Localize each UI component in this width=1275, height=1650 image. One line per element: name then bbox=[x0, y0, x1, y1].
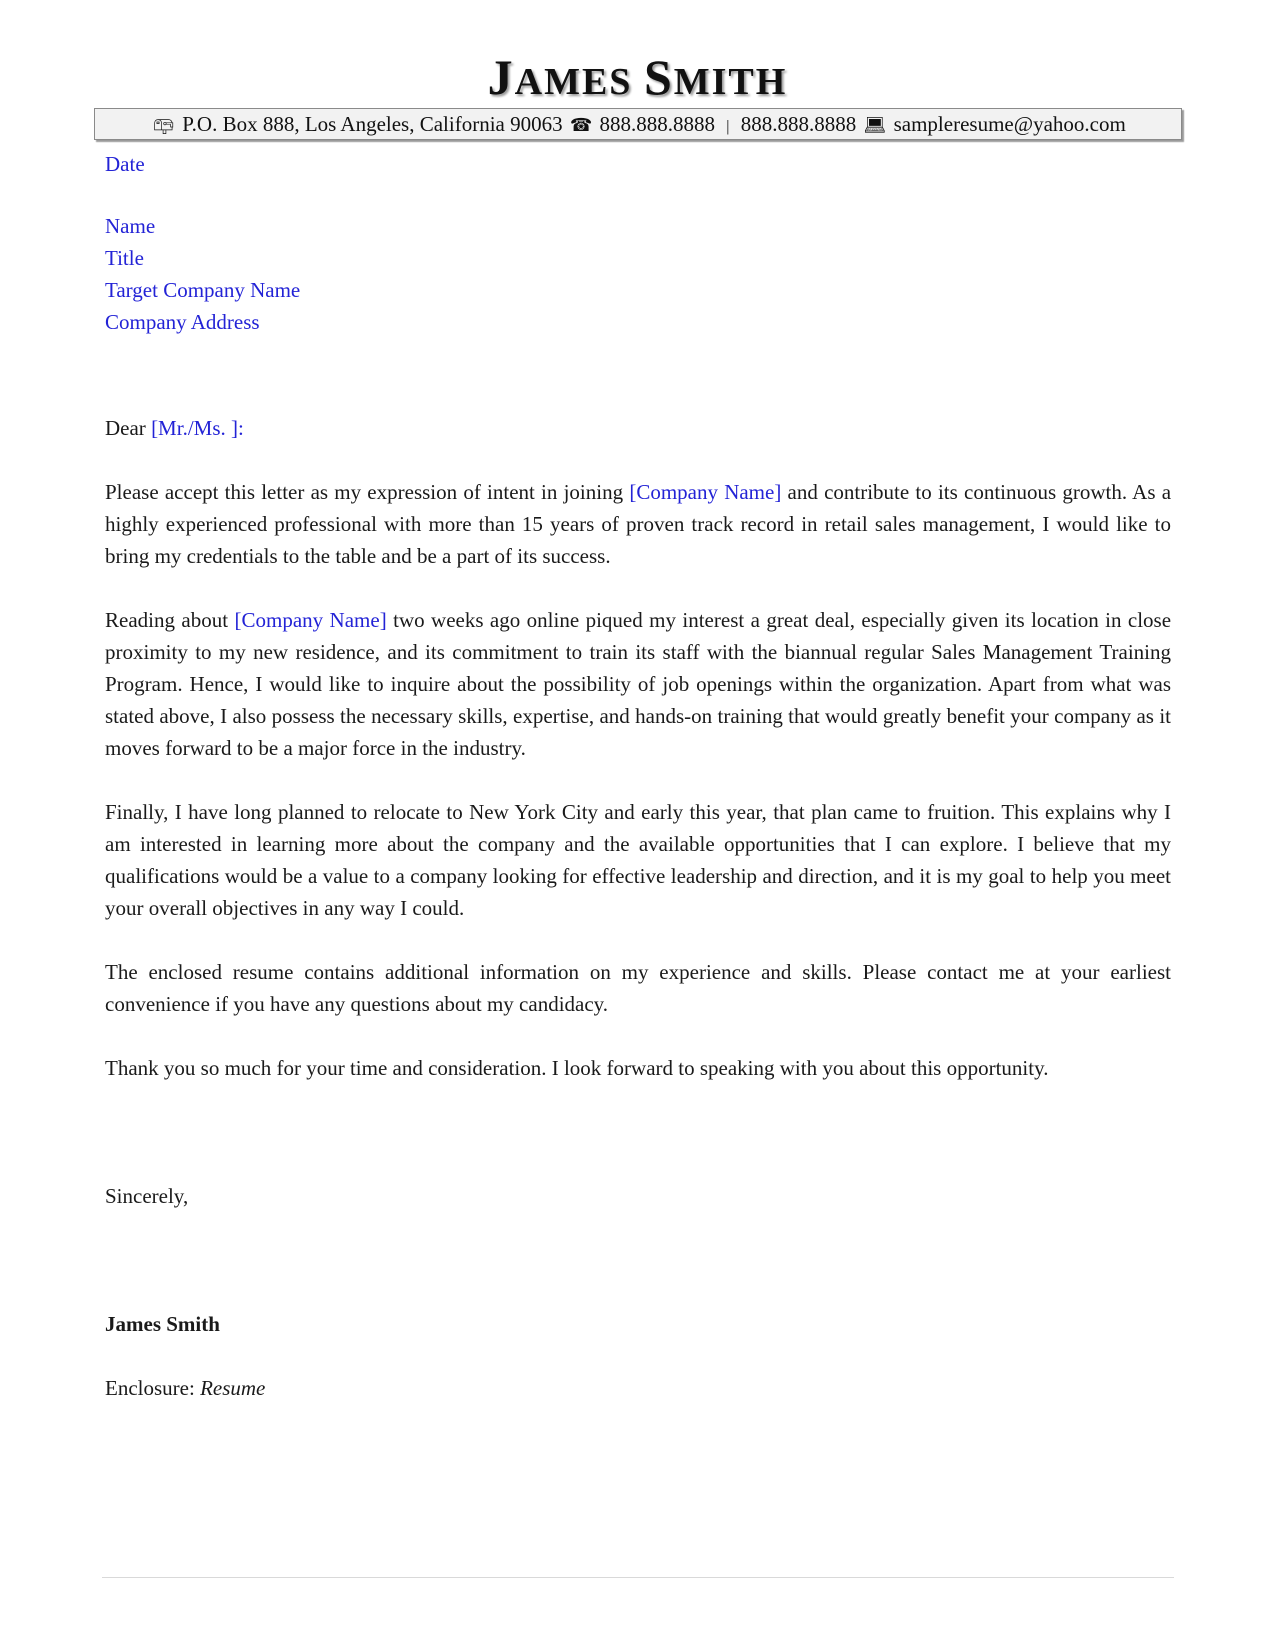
enclosure-label: Enclosure: bbox=[105, 1376, 195, 1400]
letter-date: Date bbox=[105, 152, 145, 176]
contact-email: sampleresume@yahoo.com bbox=[893, 112, 1126, 136]
paragraph-1-text-start: Please accept this letter as my expression of intent in joining bbox=[105, 480, 624, 504]
recipient-block bbox=[105, 210, 1171, 338]
first-name-rest: AMES bbox=[514, 61, 633, 103]
enclosure-item: Resume bbox=[200, 1376, 266, 1400]
paragraph-1-text-end: and contribute to its continuous growth. As a highly experienced professional with more than 15 years of proven track record in retail sales management, I would like to bring my credentials to the table and be a part of its success. bbox=[105, 480, 1172, 568]
contact-phone-secondary: 888.888.8888 bbox=[740, 112, 857, 136]
contact-info-bar bbox=[94, 108, 1182, 140]
contact-phone-primary: 888.888.8888 bbox=[599, 112, 716, 136]
applicant-name-heading bbox=[0, 49, 1275, 105]
signature-name: James Smith bbox=[105, 1312, 220, 1336]
contact-address: P.O. Box 888, Los Angeles, California 90063 bbox=[182, 112, 563, 136]
recipient-address: Company Address bbox=[105, 310, 260, 334]
last-name-rest: MITH bbox=[673, 61, 788, 103]
laptop-icon: 💻︎ bbox=[863, 115, 887, 135]
recipient-title: Title bbox=[105, 246, 144, 270]
body-paragraph-4: The enclosed resume contains additional information on my experience and skills. Please contact me at your earliest convenience if you have any questions about my candidacy. bbox=[105, 960, 1171, 1016]
paragraph-2-company-placeholder: [Company Name] bbox=[234, 608, 387, 632]
salutation-placeholder: [Mr./Ms. ]: bbox=[151, 416, 244, 440]
footer-divider bbox=[102, 1577, 1174, 1578]
telephone-icon: ☎ bbox=[569, 115, 593, 135]
body-paragraph-3: Finally, I have long planned to relocate to New York City and early this year, that plan came to fruition. This explains why I am interested in learning more about the company and the available opportunities that I can explore. I believe that my qualifications would be a value to a company looking for effective leadership and direction, and it is my goal to help you meet your overall objectives in any way I could. bbox=[105, 800, 1171, 920]
salutation bbox=[105, 412, 1171, 444]
paragraph-2-text-start: Reading about bbox=[105, 608, 229, 632]
first-name-initial: J bbox=[487, 49, 515, 105]
paragraph-1-company-placeholder: [Company Name] bbox=[629, 480, 782, 504]
recipient-name: Name bbox=[105, 214, 156, 238]
phone-separator: | bbox=[726, 118, 730, 135]
last-name-initial: S bbox=[643, 49, 674, 105]
body-paragraph-5: Thank you so much for your time and consideration. I look forward to speaking with you about this opportunity. bbox=[105, 1056, 1049, 1080]
enclosure-line bbox=[105, 1372, 1171, 1404]
body-paragraph-1 bbox=[105, 476, 1171, 572]
mailbox-icon: 📪︎ bbox=[152, 115, 176, 135]
body-paragraph-2 bbox=[105, 604, 1171, 764]
salutation-dear: Dear bbox=[105, 416, 146, 440]
sign-off: Sincerely, bbox=[105, 1184, 189, 1208]
paragraph-2-text-end: two weeks ago online piqued my interest a great deal, especially given its location in close proximity to my new residence, and its commitment to train its staff with the biannual regular Sales Management Training Program. Hence, I would like to inquire about the possibility of job openings within the organization. Apart from what was stated above, I also possess the necessary skills, expertise, and hands-on training that would greatly benefit your company as it moves forward to be a major force in the industry. bbox=[105, 608, 1172, 760]
recipient-company: Target Company Name bbox=[105, 278, 301, 302]
